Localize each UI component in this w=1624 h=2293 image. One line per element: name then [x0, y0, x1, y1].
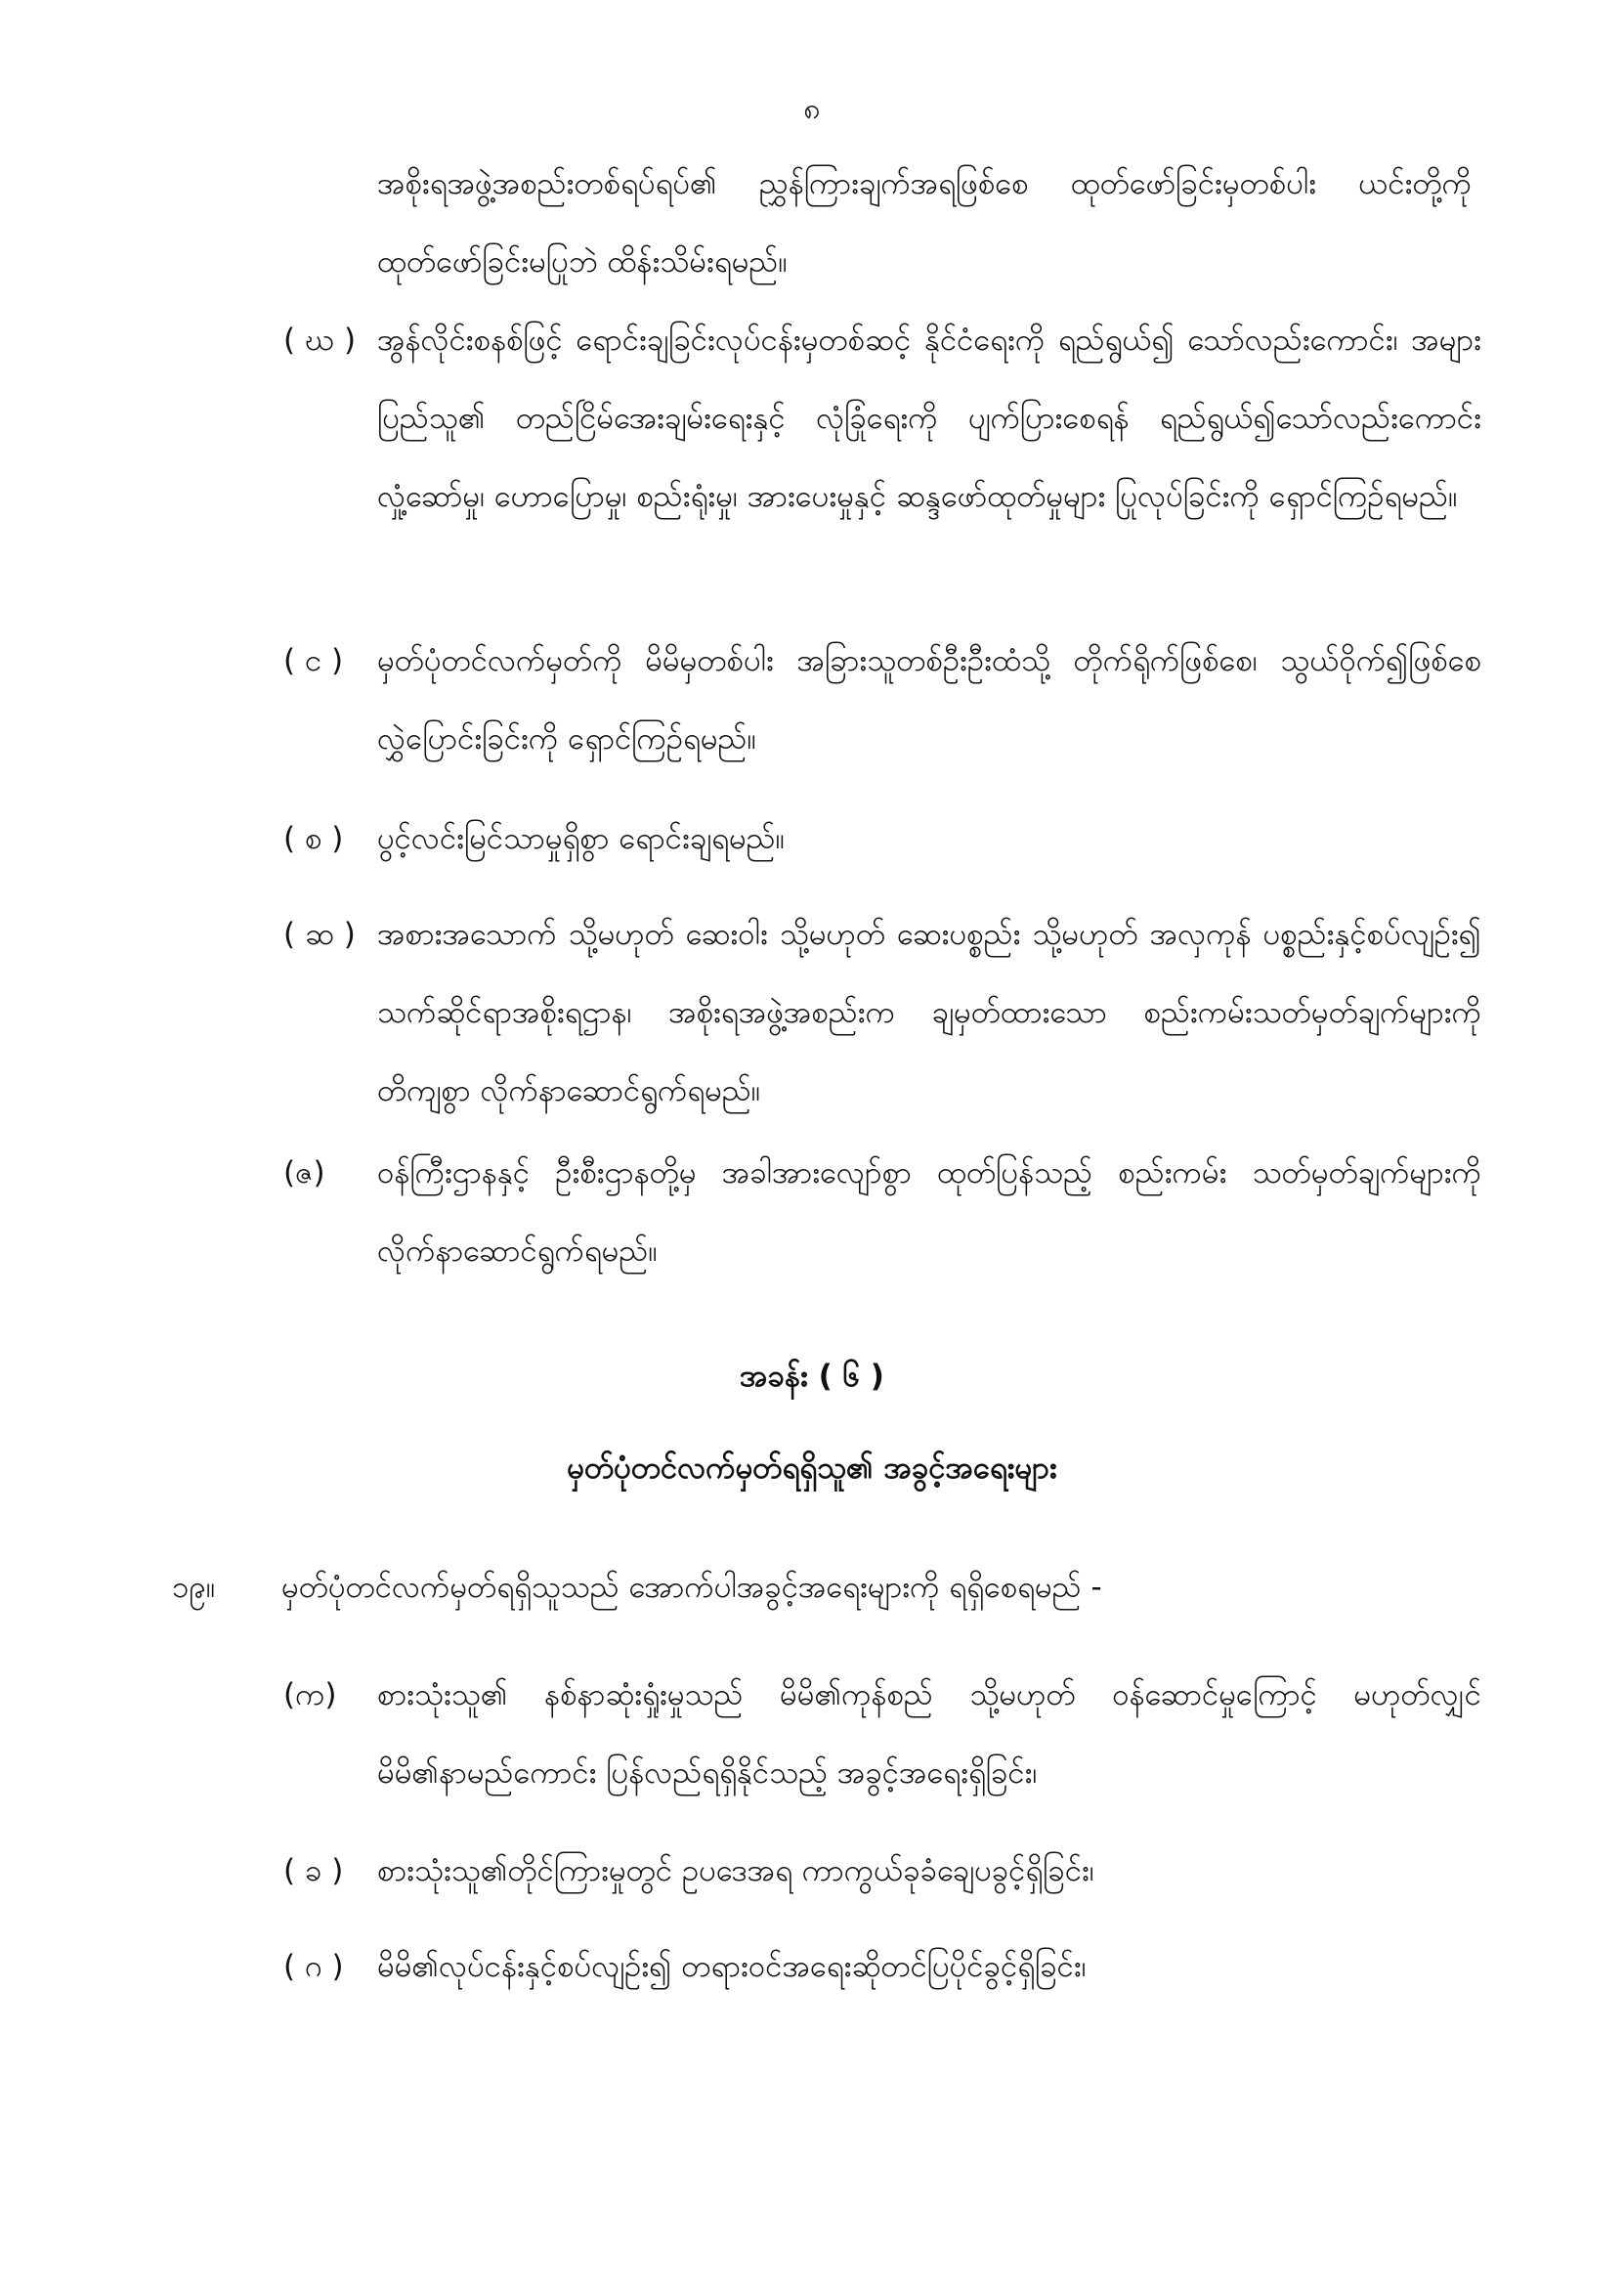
list-item — [283, 1656, 1481, 1812]
item-label: ( စ ) — [283, 821, 344, 856]
item-label: ( ဆ ) — [283, 917, 356, 952]
item-label: ( ဃ ) — [283, 323, 357, 358]
page-number: ၈ — [803, 92, 821, 126]
item-text: စားသုံးသူ၏ နစ်နာဆုံးရှုံးမှုသည် မိမိ၏ကုန်စည် သို့မဟုတ် ဝန်ဆောင်မှုကြောင့် မဟုတ်လျှင် မိမိ၏နာမည်ကောင်း ပြန်လည်ရရှိနိုင်သည့် အခွင့်အရေးရှိခြင်း၊ — [377, 1677, 1481, 1791]
continuation-paragraph: အစိုးရအဖွဲ့အစည်းတစ်ရပ်ရပ်၏ ညွှန်ကြားချက်အရဖြစ်စေ ထုတ်ဖော်ခြင်းမှတစ်ပါး ယင်းတို့ကို ထုတ်ဖော်ခြင်းမပြုဘဲ ထိန်းသိမ်းရမည်။ — [377, 166, 1472, 280]
section-text: မှတ်ပုံတင်လက်မှတ်ရရှိသူသည် အောက်ပါအခွင့်အရေးများကို ရရှိစေရမည် - — [281, 1570, 1102, 1605]
item-label: (ဇ) — [283, 1155, 325, 1190]
list-item — [283, 1134, 1481, 1290]
item-label: (က) — [283, 1677, 337, 1712]
list-item — [283, 622, 1481, 778]
section-label: ၁၉။ — [172, 1570, 216, 1605]
item-text: စားသုံးသူ၏တိုင်ကြားမှုတွင် ဥပဒေအရ ကာကွယ်ခုခံချေပခွင့်ရှိခြင်း၊ — [377, 1853, 1094, 1888]
list-item — [283, 800, 1481, 878]
item-text: မိမိ၏လုပ်ငန်းနှင့်စပ်လျဉ်း၍ တရားဝင်အရေးဆိုတင်ပြပိုင်ခွင့်ရှိခြင်း၊ — [377, 1949, 1087, 1984]
item-label: ( င ) — [283, 643, 344, 678]
section-19 — [172, 1558, 1481, 1617]
list-item — [283, 895, 1481, 1130]
list-item — [283, 1832, 1481, 1910]
item-text: မှတ်ပုံတင်လက်မှတ်ကို မိမိမှတစ်ပါး အခြားသူတစ်ဦးဦးထံသို့ တိုက်ရိုက်ဖြစ်စေ၊ သွယ်ဝိုက်၍ဖြစ်စေ လွှဲပြောင်းခြင်းကို ရှောင်ကြဉ်ရမည်။ — [377, 643, 1481, 757]
item-text: အွန်လိုင်းစနစ်ဖြင့် ရောင်းချခြင်းလုပ်ငန်းမှတစ်ဆင့် နိုင်ငံရေးကို ရည်ရွယ်၍ သော်လည်းကောင်း၊ အများပြည်သူ၏ တည်ငြိမ်အေးချမ်းရေးနှင့် လုံခြုံရေးကို ပျက်ပြားစေရန် ရည်ရွယ်၍သော်လည်းကောင်း လှုံ့ဆော်မှု၊ ဟောပြောမှု၊ စည်းရုံးမှု၊ အားပေးမှုနှင့် ဆန္ဒဖော်ထုတ်မှုများ ပြုလုပ်ခြင်းကို ရှောင်ကြဉ်ရမည်။ — [377, 323, 1481, 514]
item-label: ( ခ ) — [283, 1853, 344, 1888]
item-label: ( ဂ ) — [283, 1949, 344, 1984]
list-item — [283, 1927, 1481, 2006]
item-text: ဝန်ကြီးဌာနနှင့် ဦးစီးဌာနတို့မှ အခါအားလျော်စွာ ထုတ်ပြန်သည့် စည်းကမ်း သတ်မှတ်ချက်များကို လိုက်နာဆောင်ရွက်ရမည်။ — [377, 1155, 1481, 1269]
item-text: အစားအသောက် သို့မဟုတ် ဆေးဝါး သို့မဟုတ် ဆေးပစ္စည်း သို့မဟုတ် အလှကုန် ပစ္စည်းနှင့်စပ်လျဉ်း၍ သက်ဆိုင်ရာအစိုးရဌာန၊ အစိုးရအဖွဲ့အစည်းက ချမှတ်ထားသော စည်းကမ်းသတ်မှတ်ချက်များကို တိကျစွာ လိုက်နာဆောင်ရွက်ရမည်။ — [377, 917, 1481, 1108]
chapter-number: အခန်း ( ၆ ) — [740, 1359, 884, 1394]
chapter-title: မှတ်ပုံတင်လက်မှတ်ရရှိသူ၏ အခွင့်အရေးများ — [567, 1450, 1057, 1486]
list-item — [283, 301, 1481, 536]
item-text: ပွင့်လင်းမြင်သာမှုရှိစွာ ရောင်းချရမည်။ — [377, 821, 786, 856]
